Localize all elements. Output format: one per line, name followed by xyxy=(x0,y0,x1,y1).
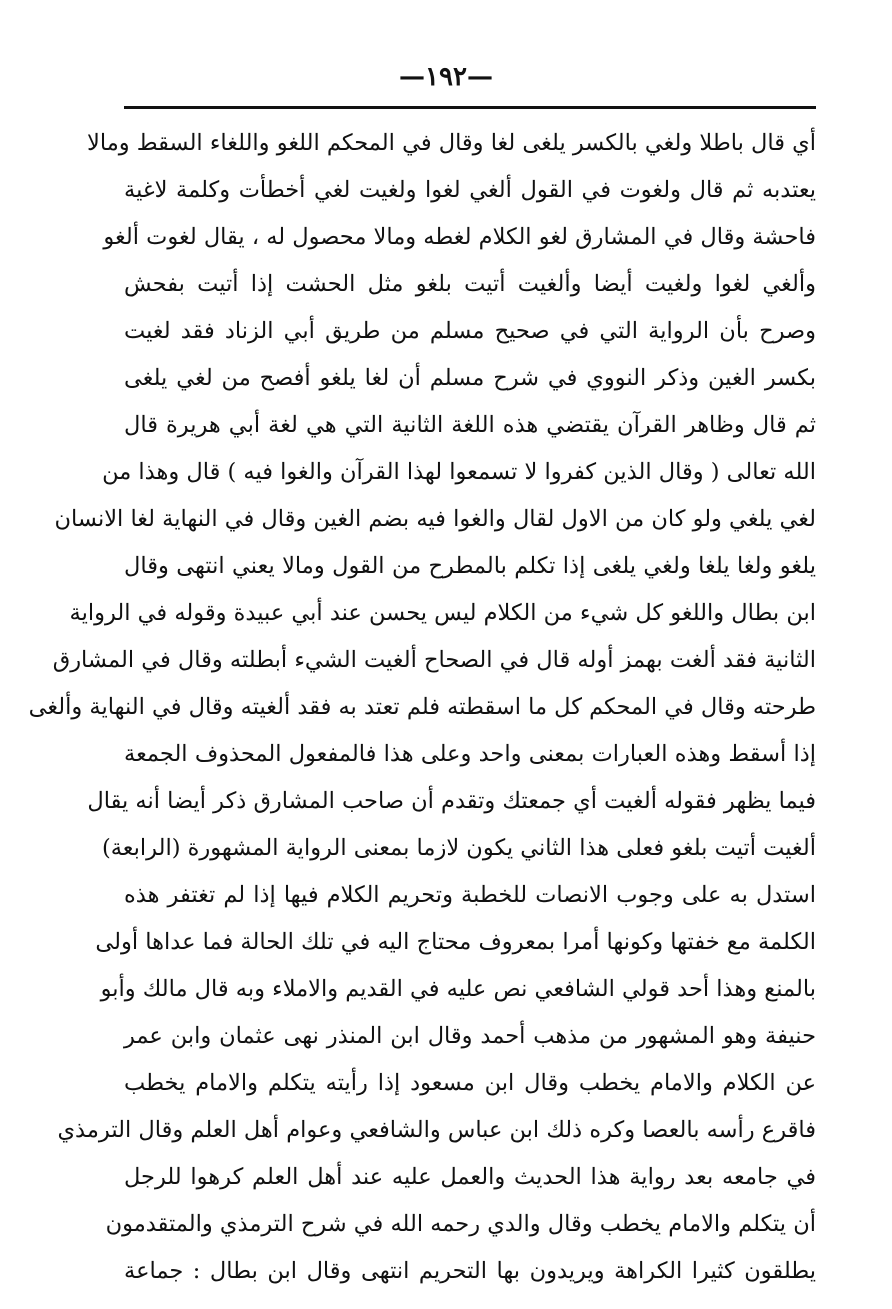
text-line: فاحشة وقال في المشارق لغو الكلام لغطه ومالا محصول له ، يقال لغوت ألغو xyxy=(103,224,816,250)
text-body xyxy=(28,120,816,1295)
text-line: الله تعالى ( وقال الذين كفروا لا تسمعوا لهذا القرآن والغوا فيه ) قال وهذا من xyxy=(102,459,816,485)
header-rule xyxy=(124,106,816,109)
text-line: في جامعه بعد رواية هذا الحديث والعمل عليه عند أهل العلم كرهوا للرجل xyxy=(124,1164,816,1190)
text-line: عن الكلام والامام يخطب وقال ابن مسعود إذا رأيته يتكلم والامام يخطب xyxy=(124,1070,816,1096)
text-line: أن يتكلم والامام يخطب وقال والدي رحمه الله في شرح الترمذي والمتقدمون xyxy=(105,1211,816,1237)
text-line: الثانية فقد ألغت بهمز أوله قال في الصحاح ألغيت الشيء أبطلته وقال في المشارق xyxy=(52,647,816,673)
text-line: ألغيت أتيت بلغو فعلى هذا الثاني يكون لازما بمعنى الرواية المشهورة (الرابعة) xyxy=(101,835,816,861)
text-line: ابن بطال واللغو كل شيء من الكلام ليس يحسن عند أبي عبيدة وقوله في الرواية xyxy=(69,600,816,626)
text-line: إذا أسقط وهذه العبارات بمعنى واحد وعلى هذا فالمفعول المحذوف الجمعة xyxy=(124,741,816,767)
text-line: بالمنع وهذا أحد قولي الشافعي نص عليه في القديم والاملاء وبه قال مالك وأبو xyxy=(100,976,816,1002)
page-number: —١٩٢— xyxy=(399,62,493,92)
text-line: بكسر الغين وذكر النووي في شرح مسلم أن لغا يلغو أفصح من لغي يلغى xyxy=(124,365,816,391)
text-line: ثم قال وظاهر القرآن يقتضي هذه اللغة الثانية التي هي لغة أبي هريرة قال xyxy=(124,412,816,438)
text-line: أي قال باطلا ولغي بالكسر يلغى لغا وقال في المحكم اللغو واللغاء السقط ومالا xyxy=(87,130,816,156)
text-line: وألغي لغوا ولغيت أيضا وألغيت أتيت بلغو مثل الحشت إذا أتيت بفحش xyxy=(124,271,816,297)
text-line: فاقرع رأسه بالعصا وكره ذلك ابن عباس والشافعي وعوام أهل العلم وقال الترمذي xyxy=(57,1117,816,1143)
text-line: حنيفة وهو المشهور من مذهب أحمد وقال ابن المنذر نهى عثمان وابن عمر xyxy=(124,1023,816,1049)
text-line: طرحته وقال في المحكم كل ما اسقطته فلم تعتد به فقد ألغيته وقال في النهاية وألغى xyxy=(28,694,816,720)
text-line: فيما يظهر فقوله ألغيت أي جمعتك وتقدم أن صاحب المشارق ذكر أيضا أنه يقال xyxy=(87,788,816,814)
text-line: لغي يلغي ولو كان من الاول لقال والغوا فيه بضم الغين وقال في النهاية لغا الانسان xyxy=(54,506,816,532)
text-line: يعتدبه ثم قال ولغوت في القول ألغي لغوا ولغيت لغي أخطأت وكلمة لاغية xyxy=(124,177,816,203)
text-line: يلغو ولغا يلغا ولغي يلغى إذا تكلم بالمطرح من القول ومالا يعني انتهى وقال xyxy=(124,553,816,579)
text-line: يطلقون كثيرا الكراهة ويريدون بها التحريم انتهى وقال ابن بطال : جماعة xyxy=(124,1258,816,1284)
text-line: الكلمة مع خفتها وكونها أمرا بمعروف محتاج اليه في تلك الحالة فما عداها أولى xyxy=(95,929,816,955)
text-line: وصرح بأن الرواية التي في صحيح مسلم من طريق أبي الزناد فقد لغيت xyxy=(124,318,816,344)
text-line: استدل به على وجوب الانصات للخطبة وتحريم الكلام فيها إذا لم تغتفر هذه xyxy=(124,882,816,908)
